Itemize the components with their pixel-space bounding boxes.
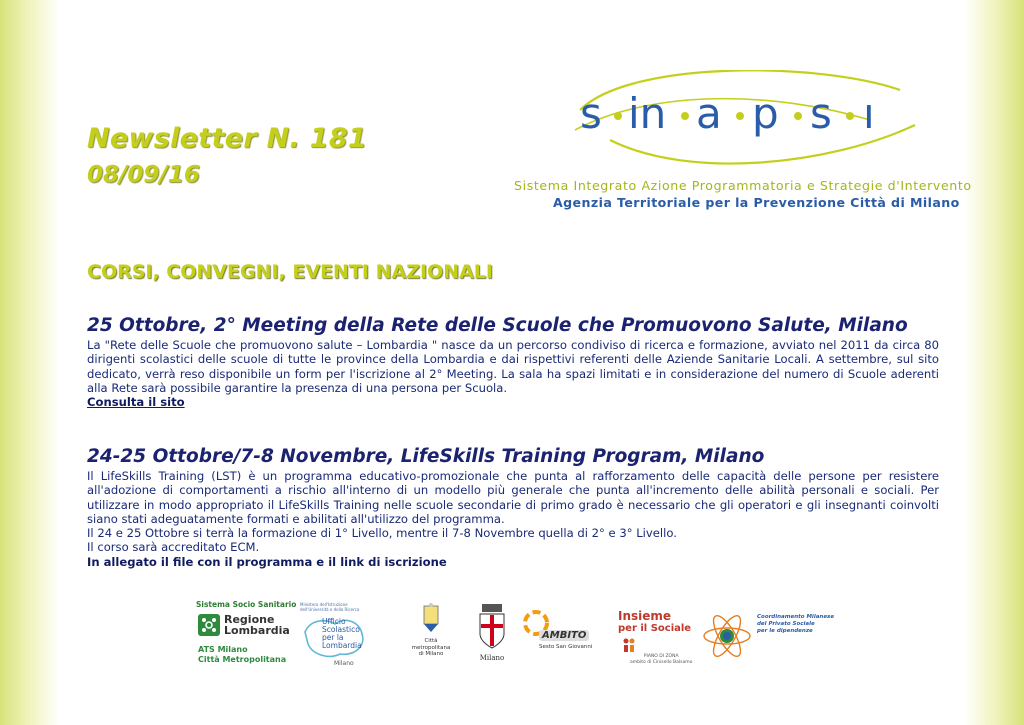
regione-lombardia-logo: Sistema Socio Sanitario Regione Lombardia ATS Milano Città Metropolitana — [196, 600, 297, 664]
svg-text:a: a — [696, 89, 722, 138]
comune-milano-logo: Milano — [474, 604, 510, 669]
regione-rose-icon — [198, 614, 220, 636]
logo-subtitle-1: Sistema Integrato Azione Programmatoria e Strategie d'Intervento — [514, 178, 972, 193]
atom-icon — [701, 608, 753, 664]
event-body — [87, 469, 939, 569]
svg-text:p: p — [752, 89, 779, 138]
svg-text:ı: ı — [863, 89, 875, 138]
event-ecm: Il corso sarà accreditato ECM. — [87, 540, 260, 555]
sinapsi-logo — [510, 70, 980, 220]
city-crest-icon — [420, 602, 442, 634]
newsletter-title: Newsletter N. 181 — [87, 123, 368, 154]
event-title: 24-25 Ottobre/7-8 Novembre, LifeSkills Training Program, Milano — [87, 446, 765, 467]
event-body — [87, 338, 939, 409]
event-description: Il LifeSkills Training (LST) è un programma educativo-promozionale che punta al rafforzamento delle capacità delle persone per resistere all'adozione di comportamenti a rischio all'interno di un modello più generale che punta all'incremento delle abilità personali e sociali. Per utilizzare in modo appropriato il LifeSkills Training nelle scuole secondarie di primo grado è necessario che gli operatori e gli insegnanti coinvolti siano stati adeguatamente formati e abilitati all'utilizzo del programma. — [87, 469, 939, 526]
left-frame-border — [0, 0, 60, 725]
svg-text:s: s — [580, 89, 605, 138]
event-item — [87, 446, 939, 569]
event-description: La "Rete delle Scuole che promuovono salute – Lombardia " nasce da un percorso condiviso di ricerca e formazione, avviato nel 2011 da circa 80 dirigenti scolastici delle scuole di tutte le province della Lombardia e dai rispettivi referenti delle Aziende Sanitarie Locali. A settembre, sul sito dedicato, verrà reso disponibile un form per l'iscrizione al 2° Meeting. La sala ha spazi limitati e in considerazione del numero di Scuole aderenti alla Rete sarà possibile garantire la presenza di una persona per Scuola. — [87, 338, 939, 395]
partner-logos — [196, 598, 836, 673]
svg-text:in: in — [628, 89, 667, 138]
ambito-logo: AMBITO Sesto San Giovanni — [521, 608, 611, 663]
sinapsi-logo-mark — [570, 70, 920, 170]
event-title: 25 Ottobre, 2° Meeting della Rete delle Scuole che Promuovono Salute, Milano — [87, 315, 908, 336]
milano-shield-icon — [478, 604, 506, 650]
consulta-sito-link[interactable]: Consulta il sito — [87, 395, 185, 410]
section-heading: CORSI, CONVEGNI, EVENTI NAZIONALI — [87, 261, 493, 283]
svg-text:s: s — [810, 89, 832, 138]
logo-subtitle-2: Agenzia Territoriale per la Prevenzione Città di Milano — [553, 195, 960, 210]
event-schedule: Il 24 e 25 Ottobre si terrà la formazione di 1° Livello, mentre il 7-8 Novembre quella di 2° e 3° Livello. — [87, 526, 677, 541]
citta-metropolitana-logo: Città metropolitana di Milano — [406, 602, 456, 672]
newsletter-date: 08/09/16 — [87, 162, 200, 188]
attachment-note[interactable]: In allegato il file con il programma e il link di iscrizione — [87, 554, 447, 569]
ufficio-scolastico-logo: Ministero dell'Istruzione dell'Università e della Ricerca Ufficio Scolastico per la Lombardia Milano — [300, 602, 395, 672]
coordinamento-logo: Coordinamento Milanese del Privato Sociale per le dipendenze — [701, 608, 836, 668]
insieme-sociale-logo: Insieme per il Sociale PIANO DI ZONA ambito di Cinisello Balsamo — [618, 609, 693, 665]
people-icon — [622, 637, 636, 653]
event-item — [87, 315, 939, 409]
